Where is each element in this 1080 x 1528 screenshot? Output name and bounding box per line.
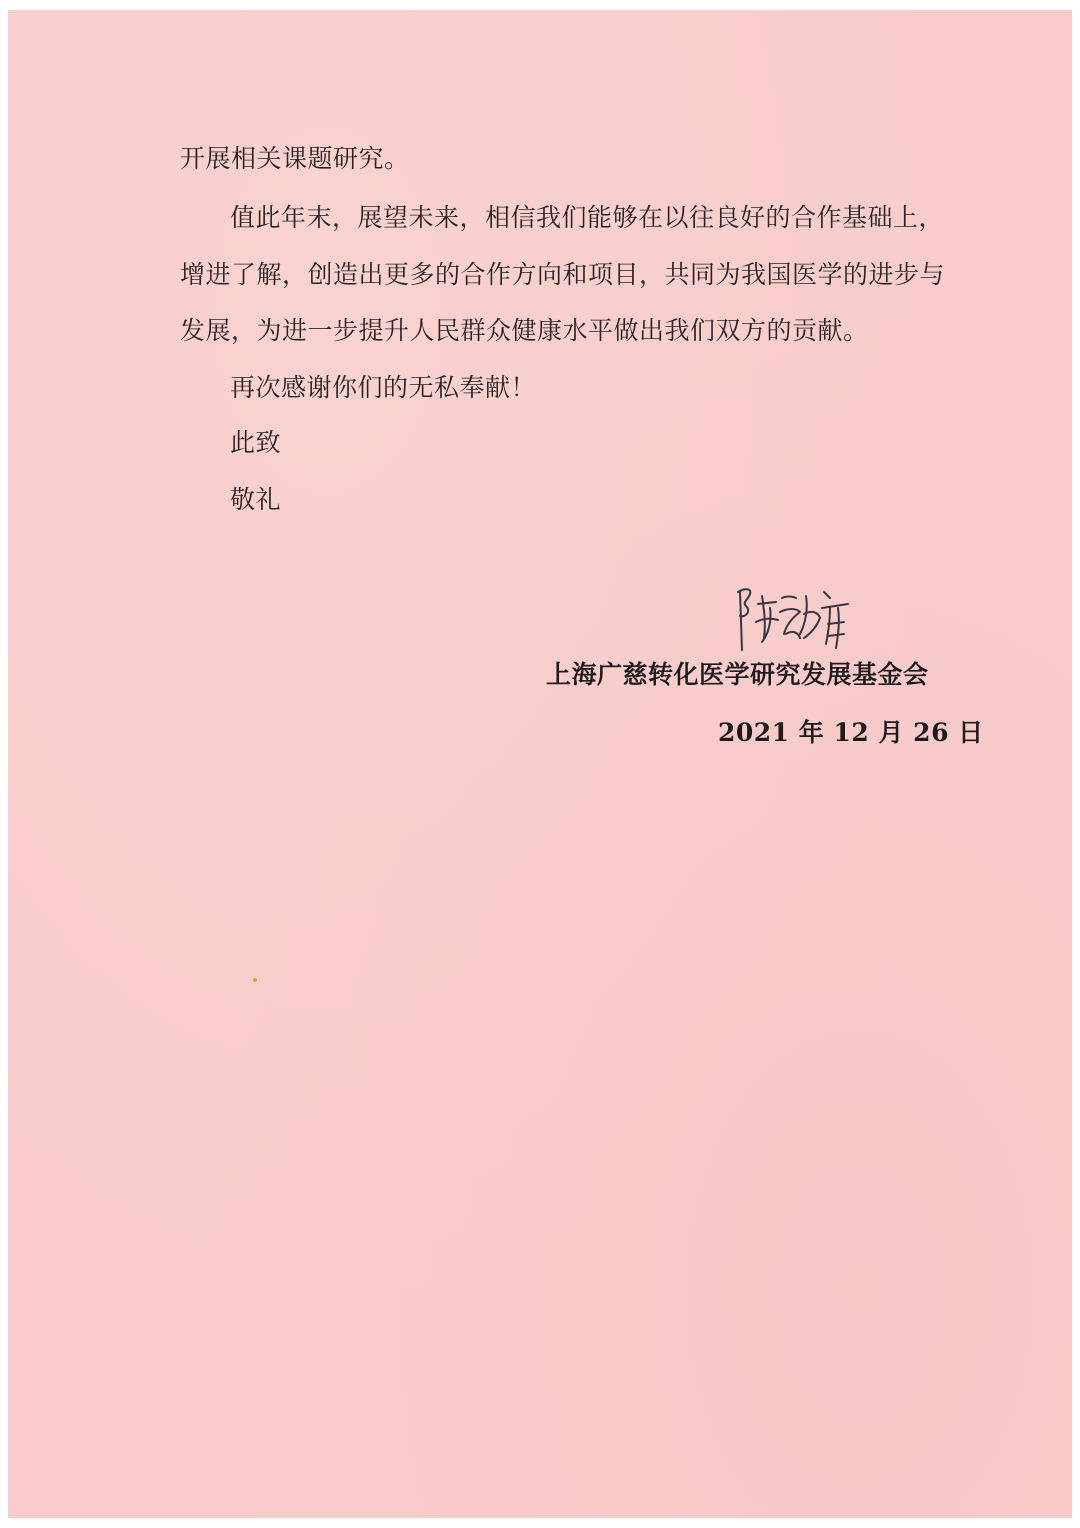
organization-name: 上海广慈转化医学研究发展基金会 bbox=[546, 660, 929, 689]
closing-line-2: 敬礼 bbox=[230, 485, 282, 514]
body-line-2: 值此年末，展望未来，相信我们能够在以往良好的合作基础上， bbox=[230, 203, 945, 232]
closing-line-1: 此致 bbox=[230, 428, 282, 457]
letter-page bbox=[8, 10, 1072, 1518]
letter-date: 2021 年 12 月 26 日 bbox=[718, 718, 984, 747]
body-line-3: 增进了解，创造出更多的合作方向和项目，共同为我国医学的进步与 bbox=[180, 260, 946, 289]
thanks-line: 再次感谢你们的无私奉献！ bbox=[230, 373, 537, 402]
handwritten-signature bbox=[726, 578, 856, 658]
body-line-1: 开展相关课题研究。 bbox=[180, 144, 410, 173]
paper-speck bbox=[253, 978, 257, 982]
body-line-4: 发展，为进一步提升人民群众健康水平做出我们双方的贡献。 bbox=[180, 316, 869, 345]
